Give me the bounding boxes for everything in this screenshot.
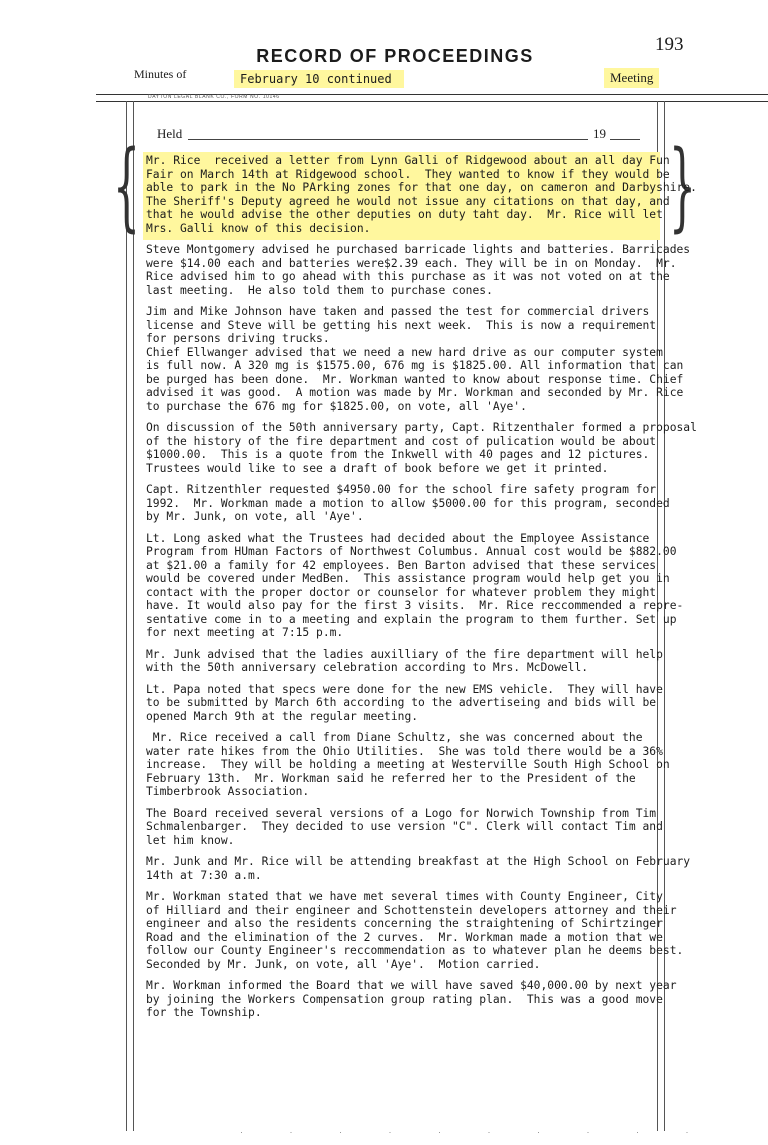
meeting-label: Meeting xyxy=(604,68,659,88)
left-margin-line-inner xyxy=(133,101,134,1131)
held-label: Held xyxy=(157,126,183,141)
minutes-paragraph: Mr. Workman informed the Board that we will have saved $40,000.00 by next year by joining the Workers Compensation group rating plan. This was a good move for the Township. xyxy=(146,979,677,1019)
minutes-paragraph: Mr. Junk and Mr. Rice will be attending breakfast at the High School on February 14th at 7:30 a.m. xyxy=(146,855,691,882)
minutes-paragraph: Mr. Workman stated that we have met several times with County Engineer, City of Hilliard and their engineer and Schottenstein developers attorney and their engineer and also the residents concerning the straightening of Schirtzinger Road and the elimination of the 2 curves. Mr. Workman made a motion that we follow our County Engineer's reccommendation as to whatever plan he deems best. Seconded by Mr. Junk, on vote, all 'Aye'. Motion carried. xyxy=(146,890,684,971)
form-caption: DAYTON LEGAL BLANK CO., FORM NO. 10146 xyxy=(148,94,280,100)
page-title: RECORD OF PROCEEDINGS xyxy=(256,46,534,66)
minutes-paragraph: Lt. Papa noted that specs were done for the new EMS vehicle. They will have to be submitted by March 6th according to the advertiseing and bids will be opened March 9th at the regular meeting. xyxy=(146,682,663,723)
minutes-paragraph: The Board received several versions of a Logo for Norwich Township from Tim Schmalenbarger. They decided to use version "C". Clerk will contact Tim and let him know. xyxy=(146,806,663,847)
minutes-paragraph: Mr. Rice received a letter from Lynn Galli of Ridgewood about an all day Fun Fair on March 14th at Ridgewood school. They wanted to know if they would be able to park in the No PArking zones for that one day, on cameron and Darbyshire. The Sheriff's Deputy agreed he would not issue any citations on that day, and that he would advise the other deputies on duty taht day. Mr. Rice will let Mrs. Galli know of this decision. xyxy=(146,154,697,235)
minutes-value: February 10 continued xyxy=(234,70,404,88)
left-brace: { xyxy=(112,130,141,242)
minutes-paragraph: Lt. Long asked what the Trustees had decided about the Employee Assistance Program from HUman Factors of Northwest Columbus. Annual cost would be $882.00 at $21.00 a family for 42 employees. Ben Barton advised that these services would be covered under MedBen. This assistance program would help get you in contact with the proper doctor or counselor for whatever problem they might have. It would also pay for the first 3 visits. Mr. Rice reccommended a repre- sentative come in to a meeting and explain the program to them further. Set up for next meeting at 7:15 p.m. xyxy=(146,531,684,639)
minutes-paragraph: On discussion of the 50th anniversary party, Capt. Ritzenthaler formed a proposal of the history of the fire department and cost of pulication would be about $1000.00. This is a quote from the Inkwell with 40 pages and 12 pictures. Trustees would like to see a draft of book before we get it printed. xyxy=(146,421,697,475)
page-number: 193 xyxy=(655,34,684,55)
year-line xyxy=(610,139,640,140)
year-label: 19 xyxy=(593,126,606,141)
minutes-paragraph: Mr. Rice received a call from Diane Schultz, she was concerned about the water rate hikes from the Ohio Utilities. She was told there would be a 36% increase. They will be holding a meeting at Westerville South High School on February 13th. Mr. Workman said he referred her to the President of the Timberbrook Association. xyxy=(146,731,670,798)
held-line xyxy=(188,139,588,140)
minutes-paragraph: Mr. Junk advised that the ladies auxilliary of the fire department will help with the 50th anniversary celebration according to Mrs. McDowell. xyxy=(146,647,663,674)
minutes-body xyxy=(146,154,697,1028)
left-margin-line-outer xyxy=(126,101,127,1131)
right-brace: } xyxy=(668,130,697,242)
footer-marks: · · · · · · · · · · xyxy=(240,1127,711,1137)
header-rule-bottom xyxy=(96,101,768,102)
minutes-paragraph: Capt. Ritzenthler requested $4950.00 for the school fire safety program for 1992. Mr. Workman made a motion to allow $5000.00 for this program, seconded by Mr. Junk, on vote, all 'Aye'. xyxy=(146,483,670,523)
minutes-label: Minutes of xyxy=(134,67,187,81)
minutes-paragraph: Steve Montgomery advised he purchased barricade lights and batteries. Barricades were $14.00 each and batteries were$2.39 each. They will be in on Monday. Mr. Rice advised him to go ahead with this purchase as it was not voted on at the last meeting. He also told them to purchase cones. xyxy=(146,243,691,297)
minutes-paragraph: Jim and Mike Johnson have taken and passed the test for commercial drivers license and Steve will be getting his next week. This is now a requirement for persons driving trucks. Chief Ellwanger advised that we need a new hard drive as our computer system is full now. A 320 mg is $1575.00, 676 mg is $1825.00. All information that can be purged has been done. Mr. Workman wanted to know about response time. Chief advised it was good. A motion was made by Mr. Workman and seconded by Mr. Rice to purchase the 676 mg for $1825.00, on vote, all 'Aye'. xyxy=(146,305,684,413)
